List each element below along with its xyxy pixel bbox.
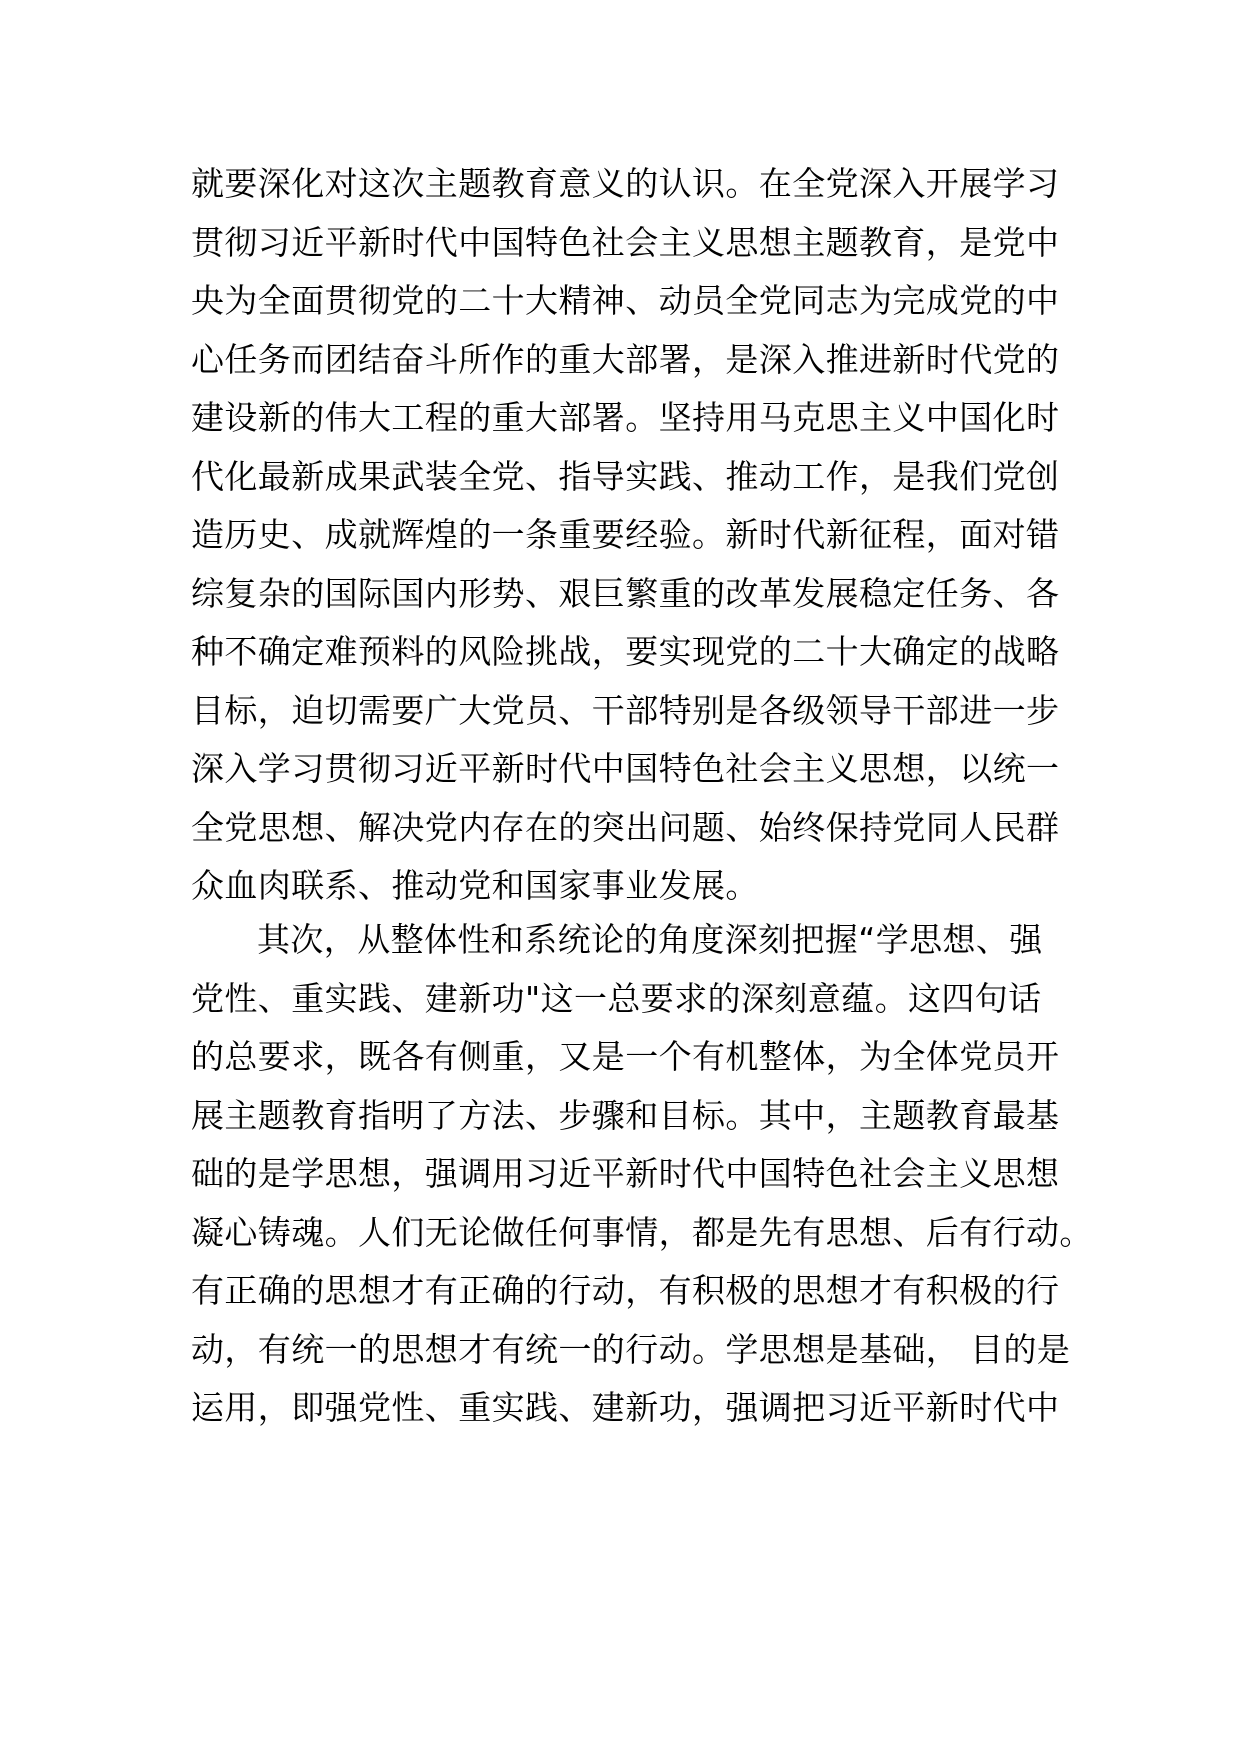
text-line: 综复杂的国际国内形势、艰巨繁重的改革发展稳定任务、各 [191,573,1060,613]
text-line: 的总要求，既各有侧重，又是一个有机整体，为全体党员开 [191,1037,1060,1076]
text-line: 凝心铸魂。人们无论做任何事情，都是先有思想、后有行动。 [191,1212,1093,1252]
text-line: 众血肉联系、推动党和国家事业发展。 [191,866,759,905]
text-line: 心任务而团结奋斗所作的重大部署，是深入推进新时代党的 [191,339,1060,379]
text-line: 就要深化对这次主题教育意义的认识。在全党深入开展学习 [191,164,1060,203]
body-paragraph-1 [191,155,1061,916]
text-line: 种不确定难预料的风险挑战，要实现党的二十大确定的战略 [191,632,1060,671]
text-line: 党性、重实践、建新功"这一总要求的深刻意蕴。这四句话 [191,978,1042,1018]
body-paragraph-2 [191,911,1093,1438]
text-line: 动，有统一的思想才有统一的行动。学思想是基础， 目的是 [191,1329,1071,1369]
text-line: 代化最新成果武装全党、指导实践、推动工作，是我们党创 [191,456,1060,496]
text-line: 贯彻习近平新时代中国特色社会主义思想主题教育，是党中 [191,222,1060,262]
text-line: 础的是学思想，强调用习近平新时代中国特色社会主义思想 [191,1154,1060,1193]
text-line-first-indented: 其次，从整体性和系统论的角度深刻把握“学思想、强 [257,920,1043,959]
text-line: 运用，即强党性、重实践、建新功，强调把习近平新时代中 [191,1388,1060,1427]
text-line: 有正确的思想才有正确的行动，有积极的思想才有积极的行 [191,1271,1060,1310]
text-line: 央为全面贯彻党的二十大精神、动员全党同志为完成党的中 [191,281,1060,320]
text-line: 建设新的伟大工程的重大部署。坚持用马克思主义中国化时 [191,398,1060,437]
text-line: 目标，迫切需要广大党员、干部特别是各级领导干部进一步 [191,690,1060,730]
text-line: 全党思想、解决党内存在的突出问题、始终保持党同人民群 [191,807,1060,847]
text-line: 造历史、成就辉煌的一条重要经验。新时代新征程，面对错 [191,515,1060,554]
text-line: 深入学习贯彻习近平新时代中国特色社会主义思想，以统一 [191,749,1060,788]
text-line: 展主题教育指明了方法、步骤和目标。其中，主题教育最基 [191,1095,1060,1135]
